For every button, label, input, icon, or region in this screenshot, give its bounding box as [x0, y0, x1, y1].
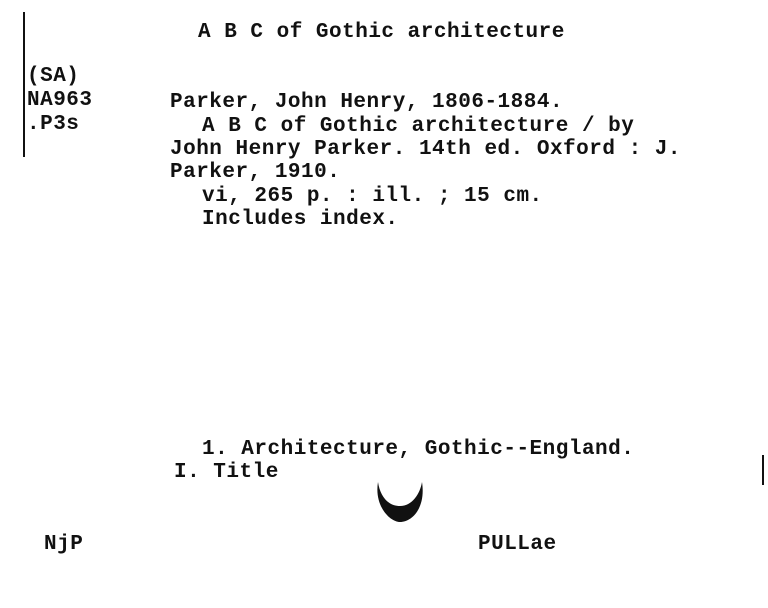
- main-entry: Parker, John Henry, 1806-1884.: [170, 91, 564, 114]
- right-edge-mark: [762, 455, 764, 485]
- call-number-prefix: (SA): [27, 65, 80, 88]
- footer-record-code: PULLae: [478, 533, 557, 556]
- physical-description: vi, 265 p. : ill. ; 15 cm.: [202, 185, 543, 208]
- subject-tracing: 1. Architecture, Gothic--England.: [202, 438, 635, 461]
- call-number-class: NA963: [27, 89, 93, 112]
- publication-line-1: John Henry Parker. 14th ed. Oxford : J.: [170, 138, 681, 161]
- note-line: Includes index.: [202, 208, 399, 231]
- publication-line-2: Parker, 1910.: [170, 161, 341, 184]
- punch-hole-icon: [372, 476, 428, 526]
- call-number-cutter: .P3s: [27, 113, 80, 136]
- title-tracing: I. Title: [174, 461, 279, 484]
- footer-library-code: NjP: [44, 533, 84, 556]
- title-statement: A B C of Gothic architecture / by: [202, 115, 635, 138]
- left-margin-rule: [23, 12, 25, 157]
- header-title: A B C of Gothic architecture: [198, 21, 565, 44]
